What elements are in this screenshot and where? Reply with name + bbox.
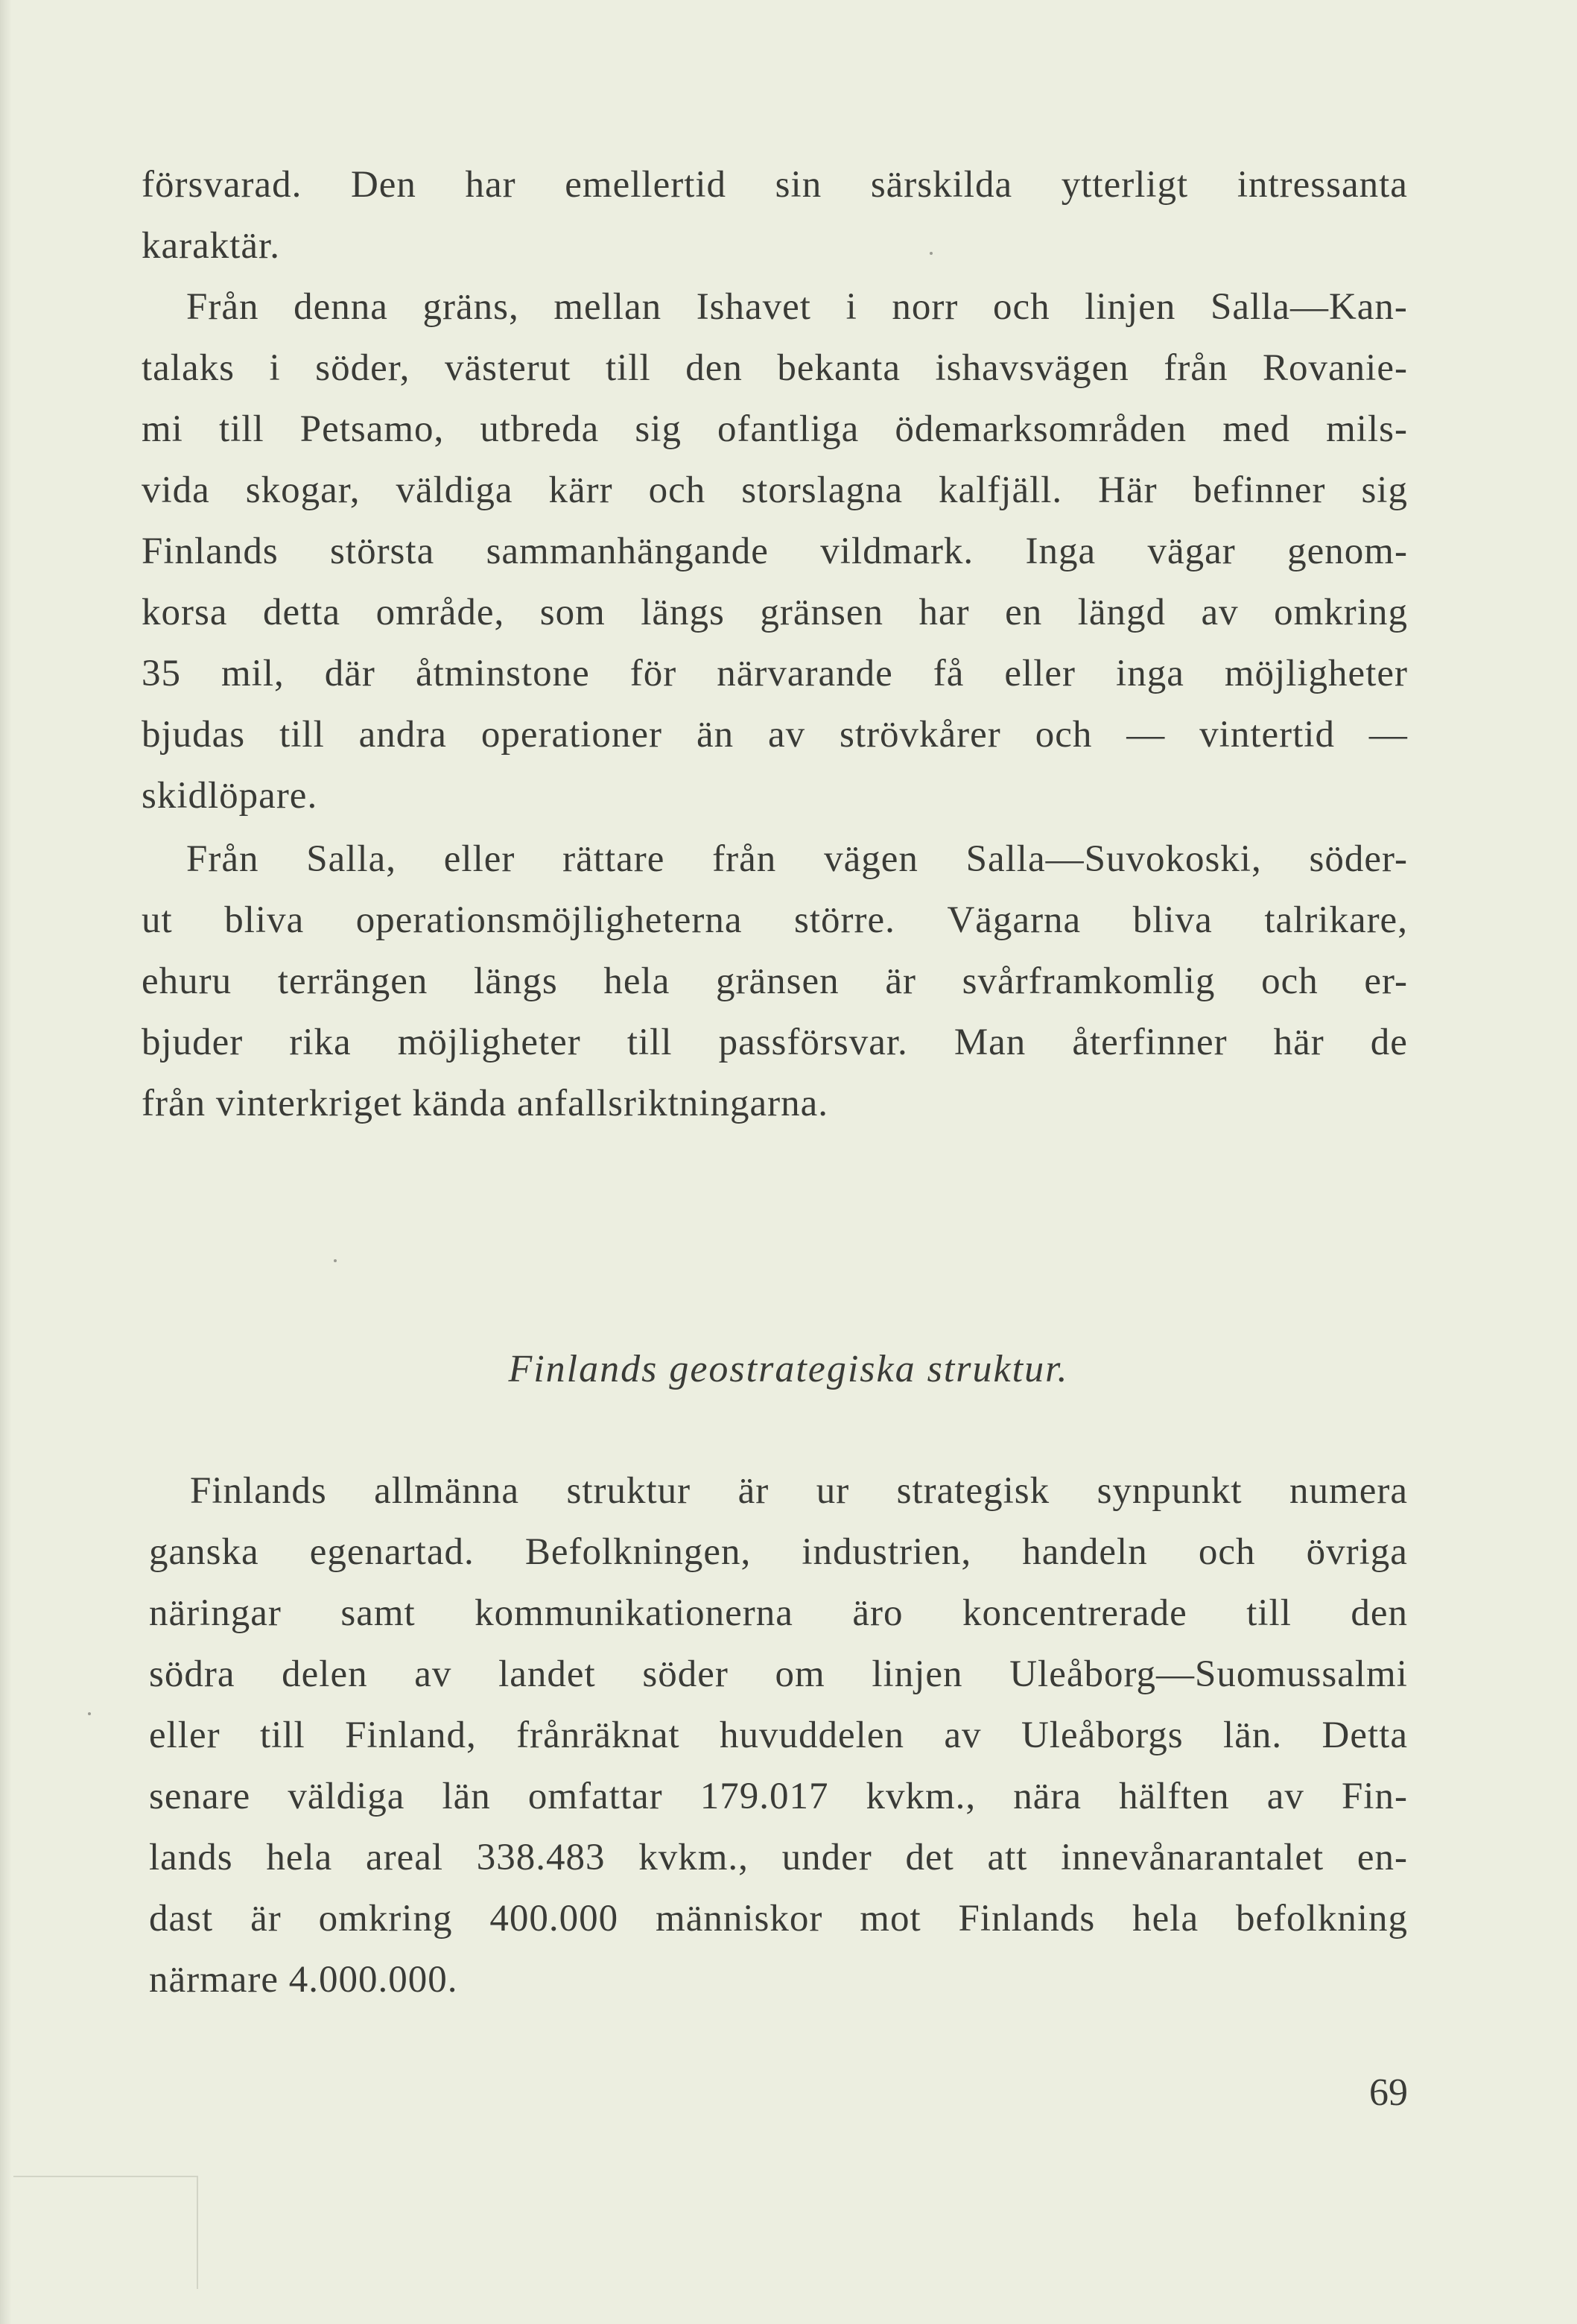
word: utbreda bbox=[480, 408, 600, 450]
word: Finlands bbox=[190, 1470, 327, 1512]
word: av bbox=[944, 1714, 982, 1756]
word: eller bbox=[1004, 653, 1076, 694]
word: struktur bbox=[566, 1470, 691, 1512]
word: sammanhängande bbox=[486, 531, 769, 572]
word: de bbox=[1370, 1022, 1408, 1063]
word: lands bbox=[149, 1837, 233, 1878]
word: allmänna bbox=[374, 1470, 520, 1512]
word: industrien, bbox=[802, 1531, 972, 1573]
word: möjligheter bbox=[1224, 653, 1408, 694]
word: av bbox=[768, 714, 806, 756]
word: er- bbox=[1364, 960, 1408, 1002]
word: Man bbox=[954, 1022, 1027, 1063]
word: till bbox=[279, 714, 325, 756]
word: få bbox=[933, 653, 965, 694]
word: söder- bbox=[1309, 838, 1408, 880]
word: och bbox=[1261, 960, 1319, 1002]
word: omfattar bbox=[527, 1776, 663, 1817]
word: område, bbox=[375, 592, 505, 633]
page-number: 69 bbox=[1369, 2071, 1408, 2114]
word: har bbox=[465, 164, 516, 206]
word: sin bbox=[775, 164, 822, 206]
word: av bbox=[1266, 1776, 1304, 1817]
word: Salla, bbox=[306, 838, 396, 880]
word: ödemarksområden bbox=[895, 408, 1187, 450]
word: från bbox=[1164, 347, 1228, 389]
word: sig bbox=[1361, 469, 1408, 511]
word: ytterligt bbox=[1061, 164, 1189, 206]
word: som bbox=[539, 592, 606, 633]
word: längs bbox=[474, 960, 558, 1002]
word: särskilda bbox=[870, 164, 1013, 206]
word: bjudas bbox=[142, 714, 246, 756]
word: andra bbox=[358, 714, 447, 756]
word: ganska bbox=[149, 1531, 259, 1573]
text-line: närmare 4.000.000. bbox=[149, 1959, 458, 2001]
word: Finland, bbox=[345, 1714, 477, 1756]
word: norr bbox=[892, 286, 959, 328]
word: Petsamo, bbox=[299, 408, 445, 450]
word: söder, bbox=[315, 347, 410, 389]
word: huvuddelen bbox=[720, 1714, 904, 1756]
word: ut bbox=[142, 899, 173, 941]
word: inga bbox=[1116, 653, 1184, 694]
word: numera bbox=[1289, 1470, 1408, 1512]
word: operationsmöjligheterna bbox=[355, 899, 743, 941]
word: för bbox=[629, 653, 677, 694]
word: Salla—Suvokoski, bbox=[965, 838, 1262, 880]
text-line bbox=[186, 276, 1408, 338]
word: delen bbox=[282, 1653, 368, 1695]
text-line bbox=[149, 1644, 1408, 1705]
word: vida bbox=[142, 469, 210, 511]
word: Uleåborg—Suomussalmi bbox=[1009, 1653, 1408, 1695]
word: i bbox=[845, 286, 857, 328]
page-corner-mark bbox=[13, 2176, 198, 2289]
word: storslagna bbox=[741, 469, 904, 511]
word: gräns, bbox=[422, 286, 519, 328]
word: av bbox=[414, 1653, 452, 1695]
word: den bbox=[685, 347, 743, 389]
word: strategisk bbox=[896, 1470, 1050, 1512]
text-line bbox=[149, 1583, 1408, 1644]
word: befolkning bbox=[1236, 1898, 1408, 1940]
word: linjen bbox=[1085, 286, 1176, 328]
word: linjen bbox=[872, 1653, 963, 1695]
word: passförsvar. bbox=[718, 1022, 908, 1063]
word: koncentrerade bbox=[962, 1592, 1187, 1634]
word: till bbox=[260, 1714, 305, 1756]
word: har bbox=[918, 592, 970, 633]
text-line bbox=[142, 890, 1408, 951]
word: hela bbox=[1132, 1898, 1199, 1940]
word: synpunkt bbox=[1097, 1470, 1243, 1512]
word: återfinner bbox=[1072, 1022, 1228, 1063]
word: i bbox=[269, 347, 281, 389]
word: svårframkomlig bbox=[962, 960, 1216, 1002]
word: 338.483 bbox=[476, 1837, 606, 1878]
word: Fin- bbox=[1341, 1776, 1408, 1817]
word: sig bbox=[635, 408, 682, 450]
word: — bbox=[1368, 714, 1408, 756]
text-line bbox=[142, 460, 1408, 521]
word: omkring bbox=[318, 1898, 453, 1940]
word: intressanta bbox=[1237, 164, 1408, 206]
word: Finlands bbox=[958, 1898, 1096, 1940]
word: väldiga bbox=[288, 1776, 405, 1817]
word: Från bbox=[186, 286, 259, 328]
text-line bbox=[149, 1522, 1408, 1583]
word: till bbox=[626, 1022, 673, 1063]
text-line bbox=[142, 582, 1408, 643]
word: om bbox=[775, 1653, 825, 1695]
word: vildmark. bbox=[820, 531, 974, 572]
word: hälften bbox=[1119, 1776, 1230, 1817]
word: bekanta bbox=[777, 347, 901, 389]
word: av bbox=[1201, 592, 1239, 633]
page-binding-edge bbox=[0, 0, 12, 2324]
word: och bbox=[992, 286, 1050, 328]
text-line bbox=[149, 1705, 1408, 1766]
text-line bbox=[142, 338, 1408, 399]
word: mi bbox=[142, 408, 183, 450]
word: kärr bbox=[548, 469, 613, 511]
word: skogar, bbox=[245, 469, 361, 511]
word: genom- bbox=[1287, 531, 1408, 572]
text-line bbox=[190, 1460, 1408, 1522]
word: senare bbox=[149, 1776, 251, 1817]
word: är bbox=[250, 1898, 282, 1940]
text-line bbox=[142, 704, 1408, 765]
word: landet bbox=[498, 1653, 596, 1695]
word: och bbox=[1198, 1531, 1256, 1573]
word: kalfjäll. bbox=[938, 469, 1063, 511]
word: närvarande bbox=[717, 653, 893, 694]
word: län. bbox=[1223, 1714, 1283, 1756]
word: befinner bbox=[1193, 469, 1326, 511]
word: är bbox=[737, 1470, 770, 1512]
word: rättare bbox=[562, 838, 665, 880]
word: bjuder bbox=[142, 1022, 244, 1063]
word: mils- bbox=[1326, 408, 1408, 450]
word: Vägarna bbox=[947, 899, 1082, 941]
word: hela bbox=[603, 960, 670, 1002]
text-line: skidlöpare. bbox=[142, 775, 318, 817]
word: Från bbox=[186, 838, 259, 880]
word: ehuru bbox=[142, 960, 232, 1002]
word: 400.000 bbox=[489, 1898, 619, 1940]
text-line bbox=[142, 521, 1408, 582]
word: eller bbox=[149, 1714, 220, 1756]
word: är bbox=[885, 960, 916, 1002]
text-line bbox=[149, 1766, 1408, 1827]
word: emellertid bbox=[565, 164, 727, 206]
text-line: karaktär. bbox=[142, 225, 280, 267]
word: Detta bbox=[1321, 1714, 1408, 1756]
word: Ishavet bbox=[696, 286, 811, 328]
word: näringar bbox=[149, 1592, 282, 1634]
word: västerut bbox=[444, 347, 571, 389]
word: areal bbox=[366, 1837, 444, 1878]
section-heading: Finlands geostrategiska struktur. bbox=[508, 1348, 1069, 1390]
word: gränsen bbox=[760, 592, 883, 633]
word: denna bbox=[293, 286, 388, 328]
word: samt bbox=[340, 1592, 416, 1634]
word: största bbox=[330, 531, 435, 572]
word: mellan bbox=[553, 286, 662, 328]
word: vägen bbox=[824, 838, 918, 880]
word: omkring bbox=[1274, 592, 1408, 633]
word: terrängen bbox=[277, 960, 428, 1002]
word: Finlands bbox=[142, 531, 279, 572]
word: mil, bbox=[221, 653, 285, 694]
word: övriga bbox=[1306, 1531, 1408, 1573]
word: än bbox=[696, 714, 734, 756]
word: ofantliga bbox=[717, 408, 860, 450]
word: eller bbox=[443, 838, 515, 880]
word: Här bbox=[1098, 469, 1158, 511]
word: väldiga bbox=[396, 469, 513, 511]
text-line bbox=[149, 1827, 1408, 1888]
word: talaks bbox=[142, 347, 235, 389]
word: den bbox=[1351, 1592, 1408, 1634]
word: strövkårer bbox=[840, 714, 1001, 756]
word: längs bbox=[641, 592, 725, 633]
word: län bbox=[442, 1776, 491, 1817]
word: rika bbox=[289, 1022, 352, 1063]
word: en bbox=[1005, 592, 1043, 633]
word: 35 bbox=[142, 653, 181, 694]
word: här bbox=[1273, 1022, 1324, 1063]
word: ishavsvägen bbox=[935, 347, 1129, 389]
word: egenartad. bbox=[309, 1531, 475, 1573]
word: en- bbox=[1357, 1837, 1408, 1878]
word: större. bbox=[794, 899, 895, 941]
word: kvkm., bbox=[638, 1837, 749, 1878]
word: Den bbox=[350, 164, 416, 206]
speck bbox=[88, 1712, 91, 1715]
word: Inga bbox=[1025, 531, 1097, 572]
text-line: från vinterkriget kända anfallsriktningarna. bbox=[142, 1083, 828, 1124]
word: det bbox=[905, 1837, 954, 1878]
word: ur bbox=[816, 1470, 850, 1512]
word: nära bbox=[1013, 1776, 1082, 1817]
word: Uleåborgs bbox=[1021, 1714, 1184, 1756]
word: talrikare, bbox=[1264, 899, 1408, 941]
word: söder bbox=[642, 1653, 729, 1695]
word: detta bbox=[262, 592, 341, 633]
word: till bbox=[605, 347, 651, 389]
word: innevånarantalet bbox=[1061, 1837, 1324, 1878]
word: äro bbox=[852, 1592, 904, 1634]
word: kvkm., bbox=[866, 1776, 977, 1817]
word: handeln bbox=[1022, 1531, 1148, 1573]
text-line bbox=[142, 399, 1408, 460]
text-line bbox=[142, 951, 1408, 1012]
word: där bbox=[324, 653, 375, 694]
word: att bbox=[987, 1837, 1028, 1878]
word: Rovanie- bbox=[1263, 347, 1408, 389]
word: dast bbox=[149, 1898, 214, 1940]
word: åtminstone bbox=[415, 653, 590, 694]
word: vägar bbox=[1147, 531, 1236, 572]
word: frånräknat bbox=[516, 1714, 680, 1756]
word: kommunikationerna bbox=[475, 1592, 793, 1634]
word: mot bbox=[860, 1898, 921, 1940]
word: till bbox=[1246, 1592, 1292, 1634]
word: till bbox=[218, 408, 264, 450]
word: gränsen bbox=[716, 960, 840, 1002]
word: vintertid bbox=[1199, 714, 1335, 756]
word: försvarad. bbox=[142, 164, 302, 206]
word: människor bbox=[656, 1898, 823, 1940]
word: korsa bbox=[142, 592, 228, 633]
word: från bbox=[712, 838, 777, 880]
word: — bbox=[1126, 714, 1166, 756]
word: Salla—Kan- bbox=[1210, 286, 1408, 328]
text-line bbox=[142, 154, 1408, 215]
text-line bbox=[186, 829, 1408, 890]
text-line bbox=[142, 1012, 1408, 1073]
word: 179.017 bbox=[699, 1776, 829, 1817]
word: och bbox=[1035, 714, 1093, 756]
word: operationer bbox=[480, 714, 663, 756]
word: under bbox=[781, 1837, 872, 1878]
text-line bbox=[142, 643, 1408, 704]
word: bliva bbox=[1132, 899, 1213, 941]
word: hela bbox=[266, 1837, 333, 1878]
word: och bbox=[648, 469, 706, 511]
word: möjligheter bbox=[397, 1022, 581, 1063]
word: Befolkningen, bbox=[524, 1531, 752, 1573]
speck bbox=[334, 1259, 337, 1262]
word: södra bbox=[149, 1653, 235, 1695]
text-line bbox=[149, 1888, 1408, 1949]
word: med bbox=[1222, 408, 1291, 450]
word: längd bbox=[1077, 592, 1167, 633]
word: bliva bbox=[224, 899, 305, 941]
